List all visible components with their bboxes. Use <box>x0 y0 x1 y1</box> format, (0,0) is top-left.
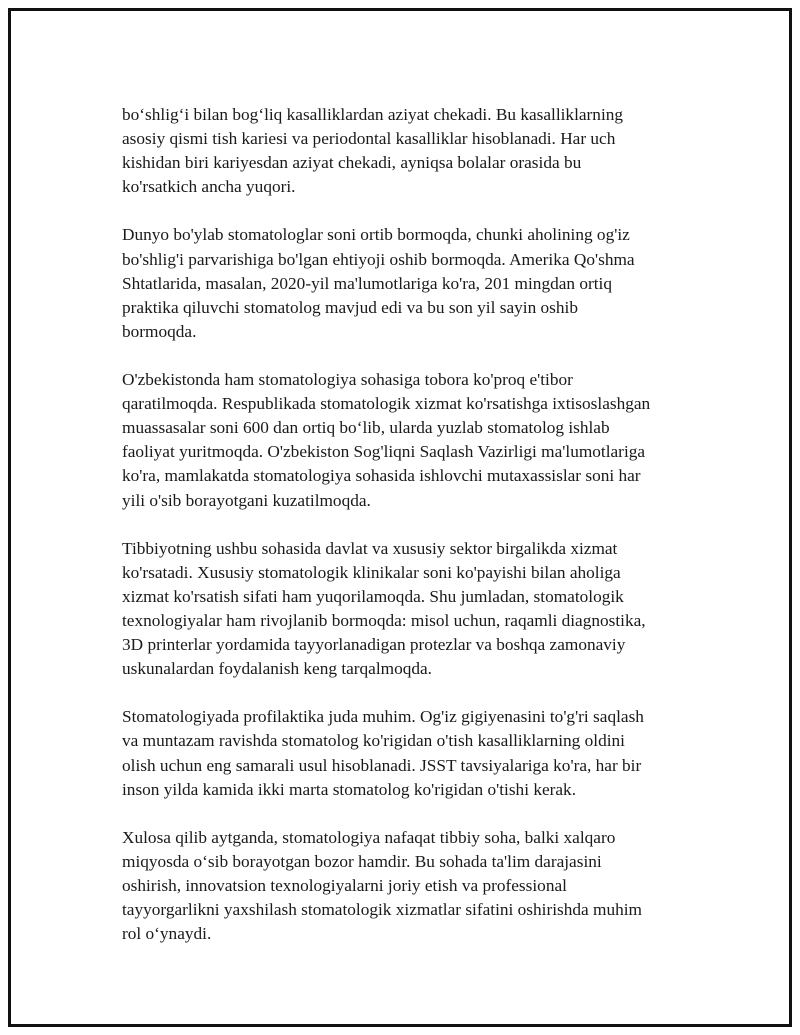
text-line: uskunalardan foydalanish keng tarqalmoqda. <box>122 659 433 679</box>
text-line: rol o‘ynaydi. <box>122 924 212 944</box>
text-line: faoliyat yuritmoqda. O'zbekiston Sog'liqni Saqlash Vazirligi ma'lumotlariga <box>122 442 646 462</box>
text-line: bormoqda. <box>122 321 197 341</box>
text-line: Shtatlarida, masalan, 2020-yil ma'lumotlariga ko'ra, 201 mingdan ortiq <box>122 273 612 293</box>
text-line: xizmat ko'rsatish sifati ham yuqorilamoqda. Shu jumladan, stomatologik <box>122 586 624 606</box>
paragraph-2 <box>122 223 697 343</box>
text-line: miqyosda o‘sib borayotgan bozor hamdir. Bu sohada ta'lim darajasini <box>122 851 602 871</box>
text-line: kishidan biri kariyesdan aziyat chekadi, ayniqsa bolalar orasida bu <box>122 153 582 173</box>
text-line: 3D printerlar yordamida tayyorlanadigan protezlar va boshqa zamonaviy <box>122 635 626 655</box>
text-line: qaratilmoqda. Respublikada stomatologik xizmat ko'rsatishga ixtisoslashgan <box>122 394 651 414</box>
text-line: oshirish, innovatsion texnologiyalarni joriy etish va professional <box>122 876 567 895</box>
text-line: inson yilda kamida ikki marta stomatolog ko'rigidan o'tishi kerak. <box>122 779 577 799</box>
page-frame <box>8 8 792 1027</box>
text-line: bo‘shlig‘i bilan bog‘liq kasalliklardan aziyat chekadi. Bu kasalliklarning <box>122 105 624 124</box>
text-line: bo'shlig'i parvarishiga bo'lgan ehtiyoji oshib bormoqda. Amerika Qo'shma <box>122 249 635 269</box>
text-line: va muntazam ravishda stomatolog ko'rigidan o'tish kasalliklarning oldini <box>122 731 625 751</box>
text-line: Dunyo bo'ylab stomatologlar soni ortib bormoqda, chunki aholining og'iz <box>122 225 630 245</box>
text-line: O'zbekistonda ham stomatologiya sohasiga tobora ko'proq e'tibor <box>122 370 573 390</box>
text-line: Stomatologiyada profilaktika juda muhim. Og'iz gigiyenasini to'g'ri saqlash <box>122 707 644 727</box>
text-line: ko'ra, mamlakatda stomatologiya sohasida ishlovchi mutaxassislar soni har <box>122 466 641 486</box>
paragraph-6 <box>122 826 697 946</box>
text-line: olish uchun eng samarali usul hisoblanadi. JSST tavsiyalariga ko'ra, har bir <box>122 755 642 775</box>
text-line: Tibbiyotning ushbu sohasida davlat va xususiy sektor birgalikda xizmat <box>122 538 618 558</box>
text-line: asosiy qismi tish kariesi va periodontal kasalliklar hisoblanadi. Har uch <box>122 129 616 149</box>
paragraph-3 <box>122 368 697 513</box>
text-line: ko'rsatkich ancha yuqori. <box>122 177 296 197</box>
paragraph-1 <box>122 103 697 199</box>
text-line: muassasalar soni 600 dan ortiq bo‘lib, ularda yuzlab stomatolog ishlab <box>122 418 610 438</box>
text-line: Xulosa qilib aytganda, stomatologiya nafaqat tibbiy soha, balki xalqaro <box>122 827 616 847</box>
document-body <box>122 103 697 970</box>
text-line: tayyorgarlikni yaxshilash stomatologik xizmatlar sifatini oshirishda muhim <box>122 900 642 920</box>
paragraph-5 <box>122 705 697 801</box>
text-line: ko'rsatadi. Xususiy stomatologik klinikalar soni ko'payishi bilan aholiga <box>122 562 621 582</box>
text-line: yili o'sib borayotgani kuzatilmoqda. <box>122 490 371 510</box>
text-line: texnologiyalar ham rivojlanib bormoqda: misol uchun, raqamli diagnostika, <box>122 610 646 630</box>
paragraph-4 <box>122 537 697 682</box>
text-line: praktika qiluvchi stomatolog mavjud edi va bu son yil sayin oshib <box>122 297 578 317</box>
